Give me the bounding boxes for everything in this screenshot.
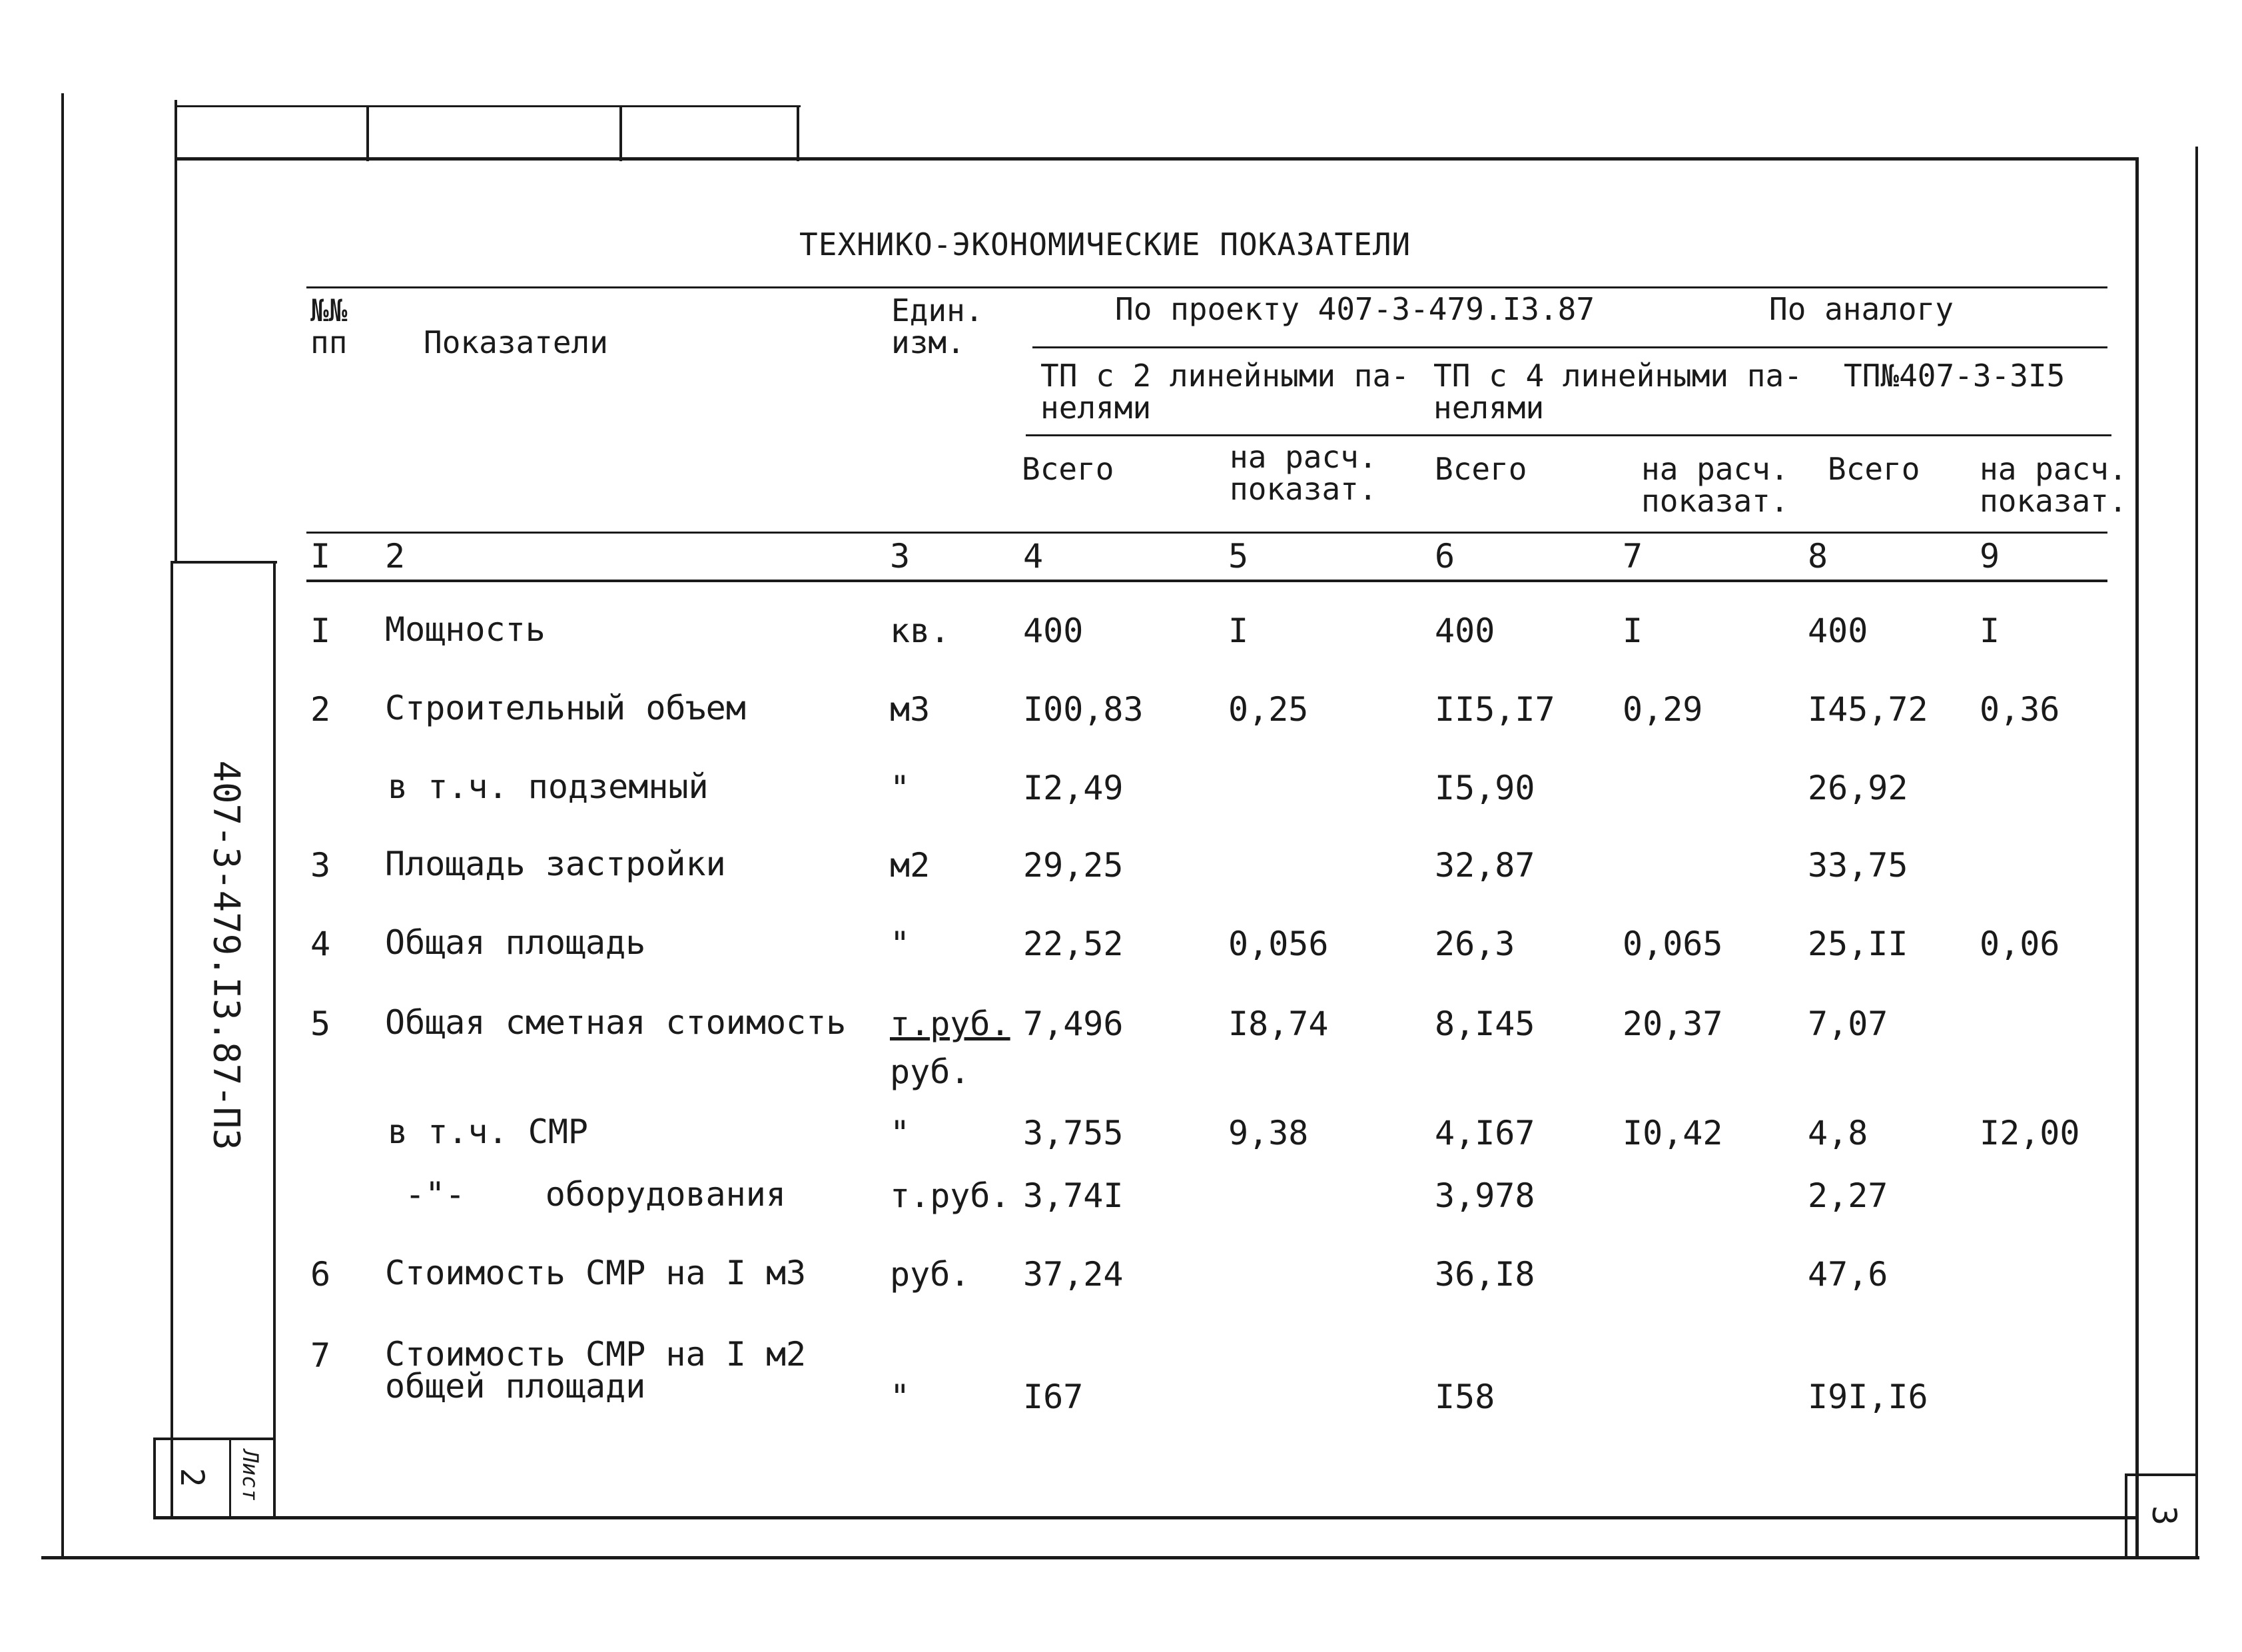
cell-col5: I8,74	[1228, 1005, 1329, 1043]
cell-col6: I58	[1435, 1378, 1495, 1416]
cell-number: 4	[310, 925, 331, 963]
cell-col7: I	[1623, 612, 1643, 650]
cell-col8: 26,92	[1808, 769, 1908, 807]
cell-number: 3	[310, 846, 331, 885]
cell-col7: I0,42	[1623, 1114, 1723, 1152]
document-title: ТЕХНИКО-ЭКОНОМИЧЕСКИЕ ПОКАЗАТЕЛИ	[799, 226, 1411, 262]
cell-col4: 400	[1023, 612, 1084, 650]
cell-number: 6	[310, 1255, 331, 1294]
stamp-sep	[153, 1438, 274, 1440]
cell-indicator: Площадь застройки	[385, 845, 726, 883]
cell-col6: 400	[1435, 612, 1495, 650]
cell-indicator: в т.ч. подземный	[388, 767, 709, 806]
cell-col5: 0,056	[1228, 925, 1329, 963]
cell-col9: I	[1980, 612, 2000, 650]
cell-unit: т.руб.	[890, 1005, 1010, 1043]
cell-col9: 0,06	[1980, 925, 2060, 963]
cell-col4: 37,24	[1023, 1255, 1124, 1294]
cell-indicator: в т.ч. СМР	[388, 1112, 589, 1151]
cell-indicator: Мощность	[385, 610, 546, 649]
outer-left-border	[61, 93, 64, 1559]
header-tp-analog: ТП№407-3-3I5	[1844, 358, 2065, 394]
cell-col7: 0,29	[1623, 690, 1703, 729]
cell-indicator: Общая сметная стоимость	[385, 1003, 847, 1042]
cell-col8: 7,07	[1808, 1005, 1888, 1043]
cell-col8: 2,27	[1808, 1176, 1888, 1215]
outer-bottom-border	[41, 1556, 2199, 1559]
cell-number: 7	[310, 1336, 331, 1375]
cell-unit: "	[890, 925, 911, 963]
document-code: 407-3-479.I3.87-ПЗ	[205, 760, 248, 1150]
cell-indicator: Общая площадь	[385, 923, 646, 962]
frame-top-stub-4	[797, 105, 799, 161]
cell-col6: 3,978	[1435, 1176, 1535, 1215]
cell-unit: "	[890, 1114, 911, 1152]
cell-col6: 26,3	[1435, 925, 1515, 963]
cell-col4: 22,52	[1023, 925, 1124, 963]
cell-col8: 4,8	[1808, 1114, 1868, 1152]
page-number: 3	[2145, 1505, 2183, 1526]
cell-col6: 36,I8	[1435, 1255, 1535, 1294]
frame-top-border	[175, 157, 2138, 161]
col-number-2: 2	[385, 537, 406, 576]
frame-top-stub	[175, 100, 177, 161]
sheet-label: Лист	[238, 1449, 263, 1501]
stamp-top-line	[171, 561, 277, 564]
header-total-6: Всего	[1435, 451, 1527, 487]
cell-indicator: Строительный объем	[385, 689, 746, 727]
col-number-9: 9	[1980, 537, 2000, 576]
col-number-8: 8	[1808, 537, 1828, 576]
col-number-7: 7	[1623, 537, 1643, 576]
cell-col7: 0,065	[1623, 925, 1723, 963]
cell-indicator: -"- оборудования	[405, 1175, 786, 1214]
cell-indicator: Стоимость СМР на I м3	[385, 1254, 807, 1292]
cell-unit: "	[890, 1378, 911, 1416]
header-per-unit-7: на расч. показат.	[1641, 451, 1789, 520]
header-by-analog: По аналогу	[1769, 291, 1954, 327]
cell-col8: 400	[1808, 612, 1868, 650]
cell-unit: т.руб.	[890, 1176, 1010, 1215]
header-total-8: Всего	[1828, 451, 1920, 487]
frame-left-border	[175, 157, 177, 561]
header-bottom-line	[306, 580, 2107, 582]
header-sub-line	[1032, 346, 2107, 348]
frame-right-border	[2135, 157, 2139, 1556]
header-top-line	[306, 286, 2107, 288]
cell-number: 2	[310, 690, 331, 729]
cell-col8: I45,72	[1808, 690, 1928, 729]
cell-unit: м2	[890, 846, 931, 885]
header-num-top-line	[306, 532, 2107, 534]
header-tp4: ТП с 4 линейными па- нелями	[1433, 358, 1802, 426]
col-number-1: I	[310, 537, 331, 576]
col-number-4: 4	[1023, 537, 1044, 576]
stamp-inner-right	[273, 561, 276, 1517]
cell-col4: 3,755	[1023, 1114, 1124, 1152]
cell-col5: 9,38	[1228, 1114, 1309, 1152]
col-number-5: 5	[1228, 537, 1249, 576]
cell-col4: I2,49	[1023, 769, 1124, 807]
cell-col9: I2,00	[1980, 1114, 2080, 1152]
cell-unit: кв.	[890, 612, 950, 650]
cell-col9: 0,36	[1980, 690, 2060, 729]
stamp-sheet-left	[153, 1438, 156, 1519]
cell-col5: 0,25	[1228, 690, 1309, 729]
col-number-3: 3	[890, 537, 911, 576]
cell-col6: 8,I45	[1435, 1005, 1535, 1043]
frame-top-stub-3	[619, 105, 622, 161]
header-per-unit-5: на расч. показат.	[1230, 439, 1377, 508]
sheet-number: 2	[173, 1467, 210, 1487]
cell-indicator: Стоимость СМР на I м2 общей площади	[385, 1335, 807, 1406]
frame-top-line-upper	[175, 105, 801, 107]
header-num-col: №№ пп	[310, 292, 348, 361]
cell-col6: 4,I67	[1435, 1114, 1535, 1152]
cell-col6: I5,90	[1435, 769, 1535, 807]
stamp-outer-left	[171, 561, 173, 1517]
cell-col6: 32,87	[1435, 846, 1535, 885]
stamp-sheet-divider	[229, 1438, 231, 1519]
cell-unit: руб.	[890, 1255, 970, 1294]
cell-col5: I	[1228, 612, 1249, 650]
header-tp2: ТП с 2 линейными па- нелями	[1040, 358, 1409, 426]
cell-col8: 47,6	[1808, 1255, 1888, 1294]
cell-number: I	[310, 612, 331, 650]
cell-col8: 33,75	[1808, 846, 1908, 885]
cell-number: 5	[310, 1005, 331, 1043]
cell-col8: I9I,I6	[1808, 1378, 1928, 1416]
frame-bottom-border	[153, 1516, 2138, 1519]
frame-top-stub-2	[366, 105, 369, 161]
header-total-4: Всего	[1022, 451, 1114, 487]
outer-right-border	[2195, 147, 2198, 1559]
cell-col4: I67	[1023, 1378, 1084, 1416]
cell-col8: 25,II	[1808, 925, 1908, 963]
cell-col4: I00,83	[1023, 690, 1144, 729]
cell-col4: 3,74I	[1023, 1176, 1124, 1215]
cell-col7: 20,37	[1623, 1005, 1723, 1043]
page-box-top	[2125, 1473, 2198, 1476]
header-indicator-col: Показатели	[424, 324, 608, 360]
header-unit-col: Един. изм.	[891, 292, 984, 361]
cell-col6: II5,I7	[1435, 690, 1555, 729]
header-by-project: По проекту 407-3-479.I3.87	[1115, 291, 1595, 327]
cell-unit: м3	[890, 690, 931, 729]
cell-unit-secondary: руб.	[890, 1052, 970, 1091]
cell-col4: 7,496	[1023, 1005, 1124, 1043]
cell-unit: "	[890, 769, 911, 807]
cell-col4: 29,25	[1023, 846, 1124, 885]
header-per-unit-9: на расч. показат.	[1980, 451, 2127, 520]
page-box-left	[2125, 1473, 2127, 1557]
col-number-6: 6	[1435, 537, 1455, 576]
header-mid-line	[1026, 434, 2111, 436]
